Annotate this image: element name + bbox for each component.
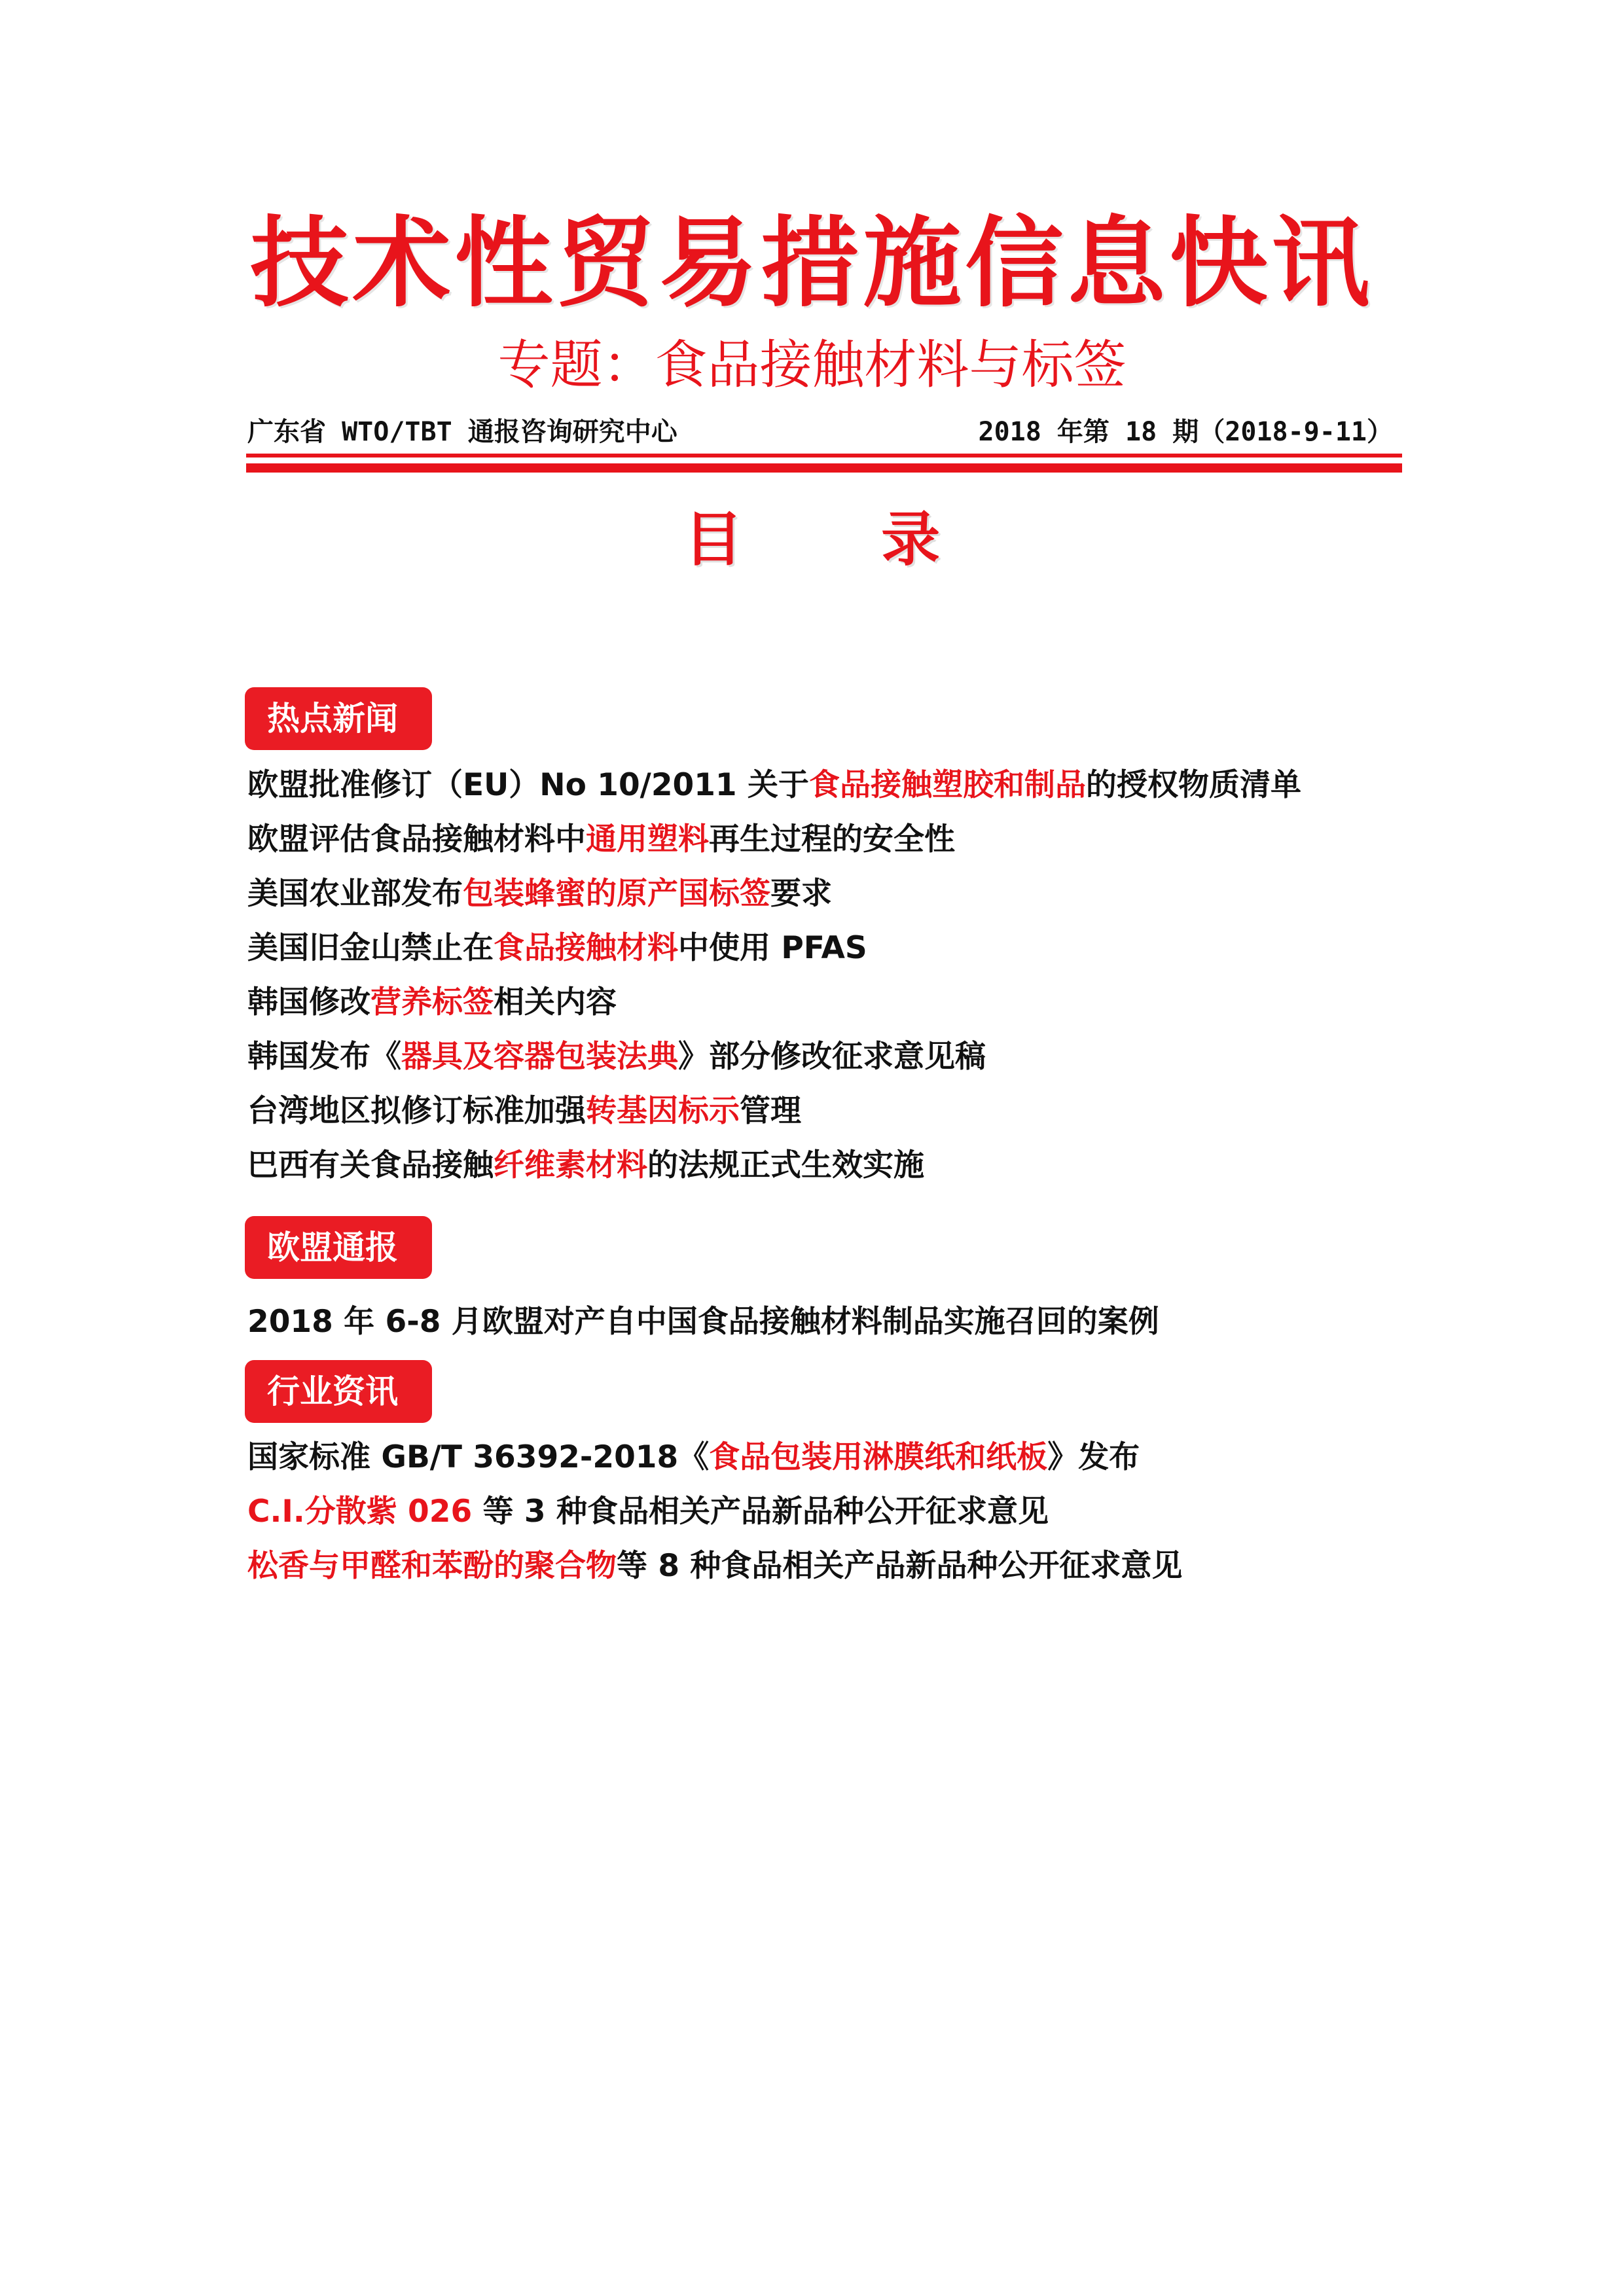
toc-item-text: 欧盟批准修订（EU）No 10/2011 关于 (247, 767, 810, 803)
toc-item[interactable] (247, 762, 1301, 808)
publisher-name: 广东省 WTO/TBT 通报咨询研究中心 (247, 417, 677, 447)
toc-item-text: 》部分修改征求意见稿 (678, 1039, 986, 1075)
toc-item-text: 美国旧金山禁止在 (247, 930, 494, 966)
toc-item-text: 巴西有关食品接触 (247, 1147, 494, 1183)
toc-item-highlight: C.I.分散紫 026 (247, 1494, 473, 1530)
toc-item-text: 再生过程的安全性 (709, 821, 955, 857)
toc-item-text: 管理 (740, 1093, 801, 1129)
toc-item-text: 韩国发布《 (247, 1039, 401, 1075)
toc-item-highlight: 食品接触材料 (494, 930, 678, 966)
newsletter-title: 技术性贸易措施信息快讯 (250, 207, 1374, 321)
toc-item-highlight: 包装蜂蜜的原产国标签 (463, 876, 770, 912)
toc-item-text: 的授权物质清单 (1086, 767, 1302, 803)
toc-item[interactable] (247, 817, 955, 863)
section-badge-hot-news: 热点新闻 (245, 687, 432, 750)
toc-item-text: 相关内容 (494, 984, 617, 1020)
toc-item-highlight: 转基因标示 (586, 1093, 740, 1129)
toc-item[interactable] (247, 1489, 1049, 1535)
toc-item-text: 台湾地区拟修订标准加强 (247, 1093, 586, 1129)
header-rule-thick (246, 463, 1402, 473)
toc-item-highlight: 通用塑料 (586, 821, 709, 857)
toc-item[interactable] (247, 980, 617, 1026)
section-badge-industry-news: 行业资讯 (245, 1360, 432, 1423)
toc-item-text: 国家标准 GB/T 36392-2018《 (247, 1439, 710, 1475)
toc-item-text: 等 3 种食品相关产品新品种公开征求意见 (472, 1494, 1049, 1530)
toc-item[interactable] (247, 1088, 801, 1134)
masthead-meta (247, 414, 1399, 450)
toc-item-text: 》发布 (1047, 1439, 1140, 1475)
toc-item-text: 等 8 种食品相关产品新品种公开征求意见 (617, 1548, 1183, 1584)
toc-item-highlight: 纤维素材料 (494, 1147, 647, 1183)
toc-item[interactable] (247, 1435, 1140, 1480)
toc-item-text: 的法规正式生效实施 (647, 1147, 924, 1183)
toc-item[interactable] (247, 1034, 986, 1080)
toc-item-highlight: 营养标签 (370, 984, 494, 1020)
header-rule-thin (246, 454, 1402, 457)
toc-item-text: 欧盟评估食品接触材料中 (247, 821, 586, 857)
toc-item-highlight: 食品包装用淋膜纸和纸板 (709, 1439, 1048, 1475)
toc-item-highlight: 器具及容器包装法典 (401, 1039, 678, 1075)
issue-number: 2018 年第 18 期（2018-9-11） (978, 417, 1393, 447)
toc-item-text: 韩国修改 (247, 984, 370, 1020)
toc-item[interactable] (247, 925, 867, 971)
toc-item[interactable] (247, 871, 832, 917)
toc-heading: 目 录 (683, 505, 1000, 574)
toc-item-text: 美国农业部发布 (247, 876, 463, 912)
toc-item-highlight: 食品接触塑胶和制品 (809, 767, 1087, 803)
toc-item-text: 中使用 PFAS (678, 930, 867, 966)
toc-item-text: 要求 (770, 876, 832, 912)
toc-item-text: 2018 年 6-8 月欧盟对产自中国食品接触材料制品实施召回的案例 (247, 1304, 1159, 1340)
toc-item[interactable] (247, 1299, 1159, 1345)
toc-item[interactable] (247, 1543, 1182, 1589)
newsletter-subtitle: 专题：食品接触材料与标签 (497, 334, 1127, 395)
toc-item-highlight: 松香与甲醛和苯酚的聚合物 (247, 1548, 617, 1584)
section-badge-eu-notification: 欧盟通报 (245, 1216, 432, 1279)
toc-item[interactable] (247, 1143, 924, 1189)
